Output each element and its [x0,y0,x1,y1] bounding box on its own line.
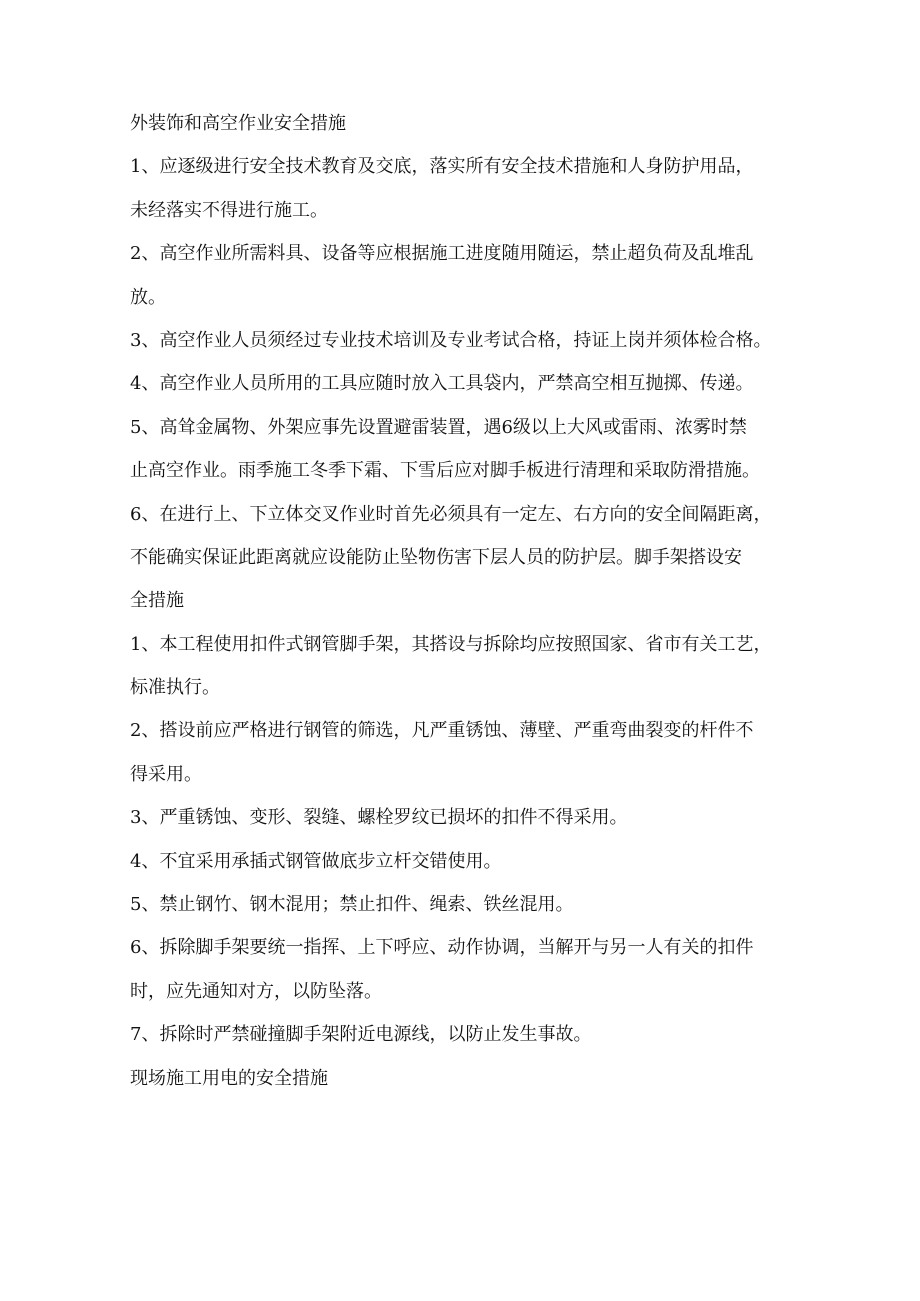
text-line: 标准执行。 [130,677,220,699]
text-line: 6、拆除脚手架要统一指挥、上下呼应、动作协调，当解开与另一人有关的扣件 [130,937,754,959]
text-line: 7、拆除时严禁碰撞脚手架附近电源线，以防止发生事故。 [130,1024,592,1046]
text-line: 2、搭设前应严格进行钢管的筛选，凡严重锈蚀、薄壁、严重弯曲裂变的杆件不 [130,720,754,742]
text-line: 1、应逐级进行安全技术教育及交底，落实所有安全技术措施和人身防护用品， [130,156,754,178]
text-line: 2、高空作业所需料具、设备等应根据施工进度随用随运，禁止超负荷及乱堆乱 [130,243,754,265]
text-line: 6、在进行上、下立体交叉作业时首先必须具有一定左、右方向的安全间隔距离， [130,503,772,525]
section-heading-facade-safety: 外装饰和高空作业安全措施 [130,113,346,134]
text-line: 3、高空作业人员须经过专业技术培训及专业考试合格，持证上岗并须体检合格。 [130,329,772,351]
text-line: 得采用。 [130,763,202,785]
text-line: 时，应先通知对方，以防坠落。 [130,980,382,1002]
text-line: 未经落实不得进行施工。 [130,199,328,221]
section-heading-electrical-safety: 现场施工用电的安全措施 [130,1067,328,1089]
text-line: 4、高空作业人员所用的工具应随时放入工具袋内，严禁高空相互抛掷、传递。 [130,373,754,395]
text-line: 4、不宜采用承插式钢管做底步立杆交错使用。 [130,850,502,872]
text-line: 5、高耸金属物、外架应事先设置避雷装置，遇6级以上大风或雷雨、浓雾时禁 [130,416,747,438]
text-line: 3、严重锈蚀、变形、裂缝、螺栓罗纹已损坏的扣件不得采用。 [130,807,628,829]
document-body [130,108,830,1106]
text-line: 全措施 [130,590,184,612]
text-line: 5、禁止钢竹、钢木混用；禁止扣件、绳索、铁丝混用。 [130,894,574,916]
text-line: 止高空作业。雨季施工冬季下霜、下雪后应对脚手板进行清理和采取防滑措施。 [130,460,760,482]
text-line: 不能确实保证此距离就应设能防止坠物伤害下层人员的防护层。脚手架搭设安 [130,546,742,568]
text-line: 1、本工程使用扣件式钢管脚手架，其搭设与拆除均应按照国家、省市有关工艺， [130,633,772,655]
text-line: 放。 [130,286,166,308]
